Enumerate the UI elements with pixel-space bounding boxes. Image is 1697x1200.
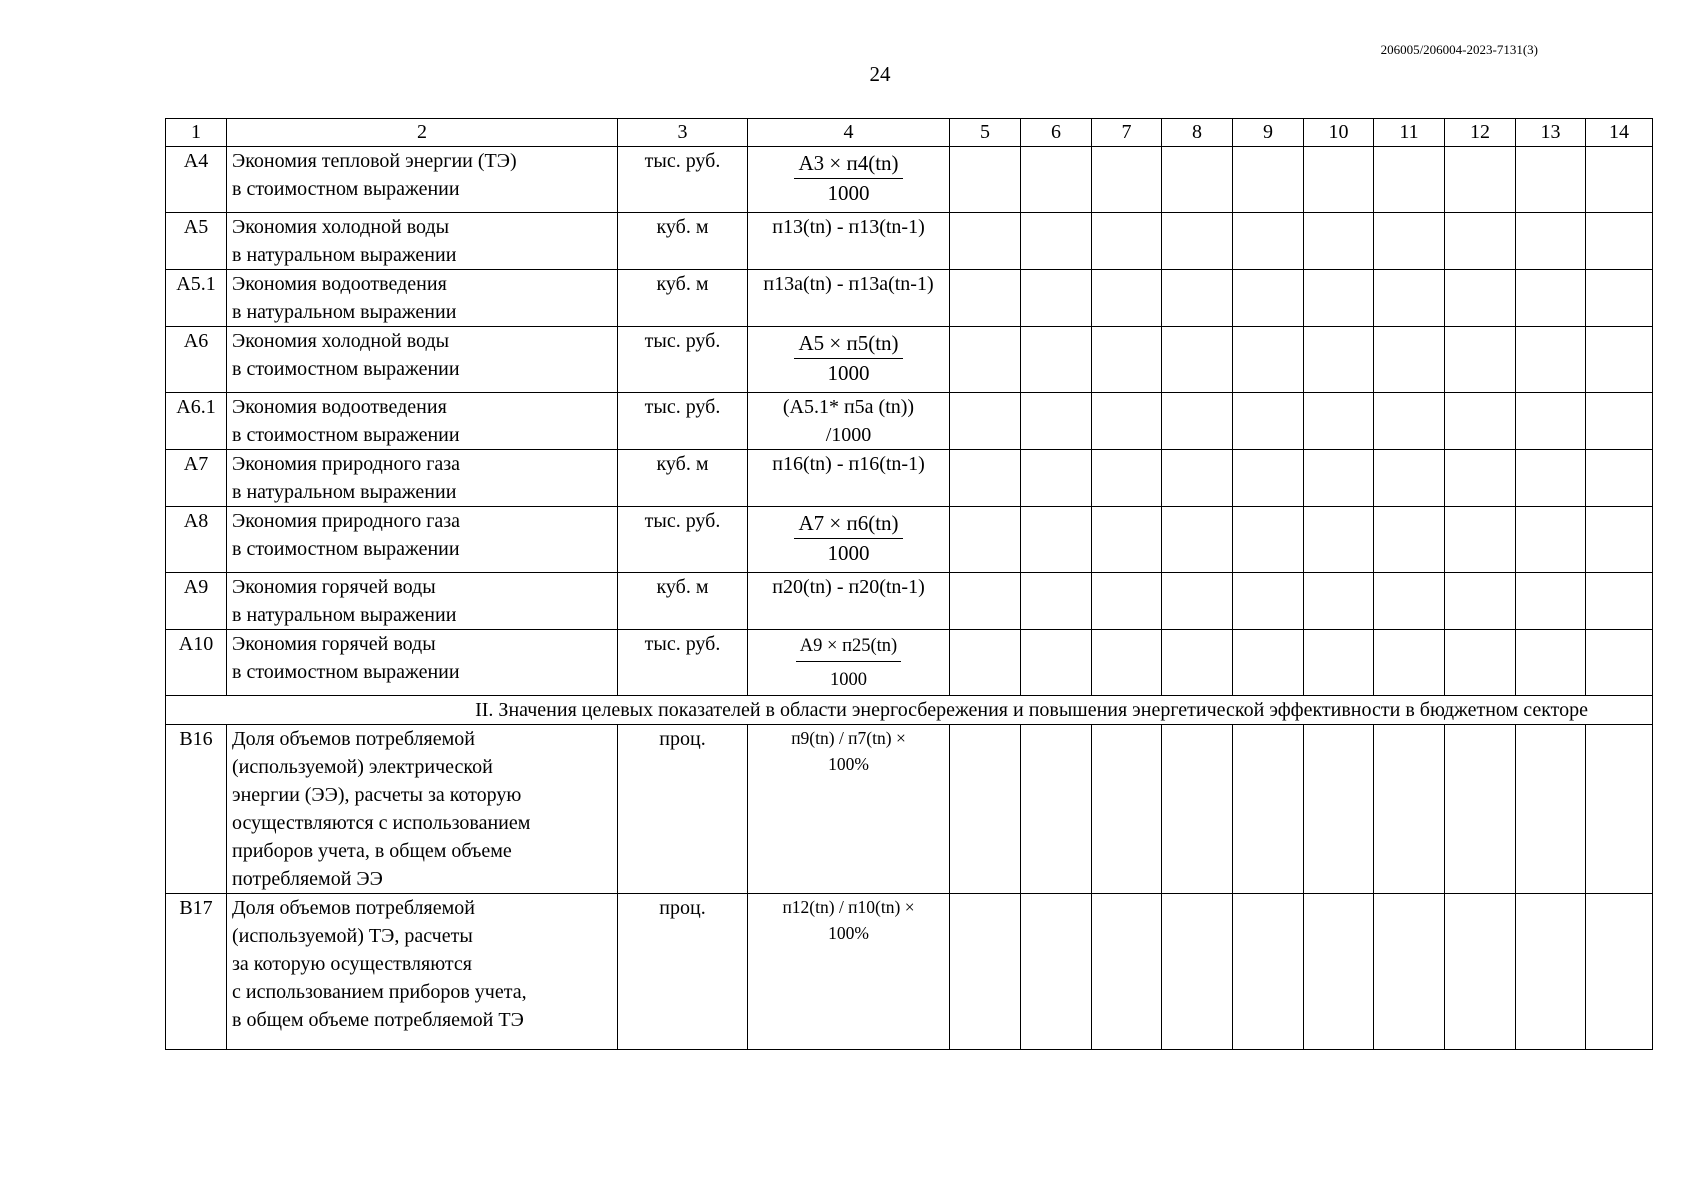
table-row <box>166 894 1653 1050</box>
empty-cell-col-5 <box>950 450 1021 507</box>
row-name-line: в стоимостном выражении <box>232 538 460 560</box>
section-header-row <box>166 696 1653 725</box>
empty-cell-col-6 <box>1021 573 1092 630</box>
row-name-line: в стоимостном выражении <box>232 358 460 380</box>
row-formula <box>748 213 950 270</box>
row-name-line: за которую осуществляются <box>232 953 472 975</box>
empty-cell-col-10 <box>1304 147 1374 213</box>
row-name-line: Экономия природного газа <box>232 510 461 532</box>
row-name-line: Экономия водоотведения <box>232 396 447 418</box>
formula-denominator: 1000 <box>827 181 870 205</box>
row-name-line: в стоимостном выражении <box>232 661 460 683</box>
row-formula <box>748 630 950 696</box>
row-unit: тыс. руб. <box>618 507 748 573</box>
column-header: 4 <box>748 119 950 147</box>
row-code: А9 <box>166 573 227 630</box>
empty-cell-col-7 <box>1092 894 1162 1050</box>
row-name-line: Экономия горячей воды <box>232 576 436 598</box>
empty-cell-col-14 <box>1586 393 1653 450</box>
empty-cell-col-9 <box>1233 507 1304 573</box>
row-name-line: Экономия холодной воды <box>232 216 450 238</box>
empty-cell-col-10 <box>1304 894 1374 1050</box>
row-code: А5 <box>166 213 227 270</box>
empty-cell-col-12 <box>1445 450 1516 507</box>
empty-cell-col-13 <box>1516 573 1586 630</box>
empty-cell-col-5 <box>950 894 1021 1050</box>
formula-line: 100% <box>828 754 869 774</box>
row-code: А8 <box>166 507 227 573</box>
page-number: 24 <box>869 62 891 86</box>
indicators-table <box>165 118 1653 1050</box>
section-title: II. Значения целевых показателей в области энергосбережения и повышения энергетической эффективности в бюджетном секторе <box>166 696 1653 725</box>
row-code: А5.1 <box>166 270 227 327</box>
empty-cell-col-14 <box>1586 725 1653 894</box>
empty-cell-col-12 <box>1445 213 1516 270</box>
column-header: 8 <box>1162 119 1233 147</box>
row-name-line: приборов учета, в общем объеме <box>232 840 512 862</box>
row-name-line: Экономия водоотведения <box>232 273 447 295</box>
formula-text: п16(tn) - п16(tn-1) <box>772 453 925 475</box>
empty-cell-col-14 <box>1586 147 1653 213</box>
empty-cell-col-13 <box>1516 507 1586 573</box>
empty-cell-col-7 <box>1092 213 1162 270</box>
row-name-line: в натуральном выражении <box>232 481 457 503</box>
empty-cell-col-7 <box>1092 270 1162 327</box>
empty-cell-col-9 <box>1233 450 1304 507</box>
row-name-line: Экономия тепловой энергии (ТЭ) <box>232 150 517 172</box>
row-name-line: в натуральном выражении <box>232 604 457 626</box>
empty-cell-col-13 <box>1516 450 1586 507</box>
empty-cell-col-10 <box>1304 270 1374 327</box>
row-name <box>227 393 618 450</box>
row-name <box>227 573 618 630</box>
empty-cell-col-7 <box>1092 725 1162 894</box>
row-code: А7 <box>166 450 227 507</box>
empty-cell-col-8 <box>1162 894 1233 1050</box>
empty-cell-col-8 <box>1162 213 1233 270</box>
row-name-line: Доля объемов потребляемой <box>232 728 475 750</box>
empty-cell-col-12 <box>1445 630 1516 696</box>
empty-cell-col-7 <box>1092 327 1162 393</box>
empty-cell-col-12 <box>1445 573 1516 630</box>
empty-cell-col-12 <box>1445 147 1516 213</box>
empty-cell-col-11 <box>1374 327 1445 393</box>
row-name-line: (используемой) ТЭ, расчеты <box>232 925 473 947</box>
empty-cell-col-12 <box>1445 894 1516 1050</box>
empty-cell-col-9 <box>1233 725 1304 894</box>
table-row <box>166 327 1653 393</box>
empty-cell-col-6 <box>1021 270 1092 327</box>
row-name <box>227 147 618 213</box>
empty-cell-col-14 <box>1586 507 1653 573</box>
row-unit: тыс. руб. <box>618 630 748 696</box>
formula-text: п13(tn) - п13(tn-1) <box>772 216 925 238</box>
empty-cell-col-11 <box>1374 450 1445 507</box>
column-header: 12 <box>1445 119 1516 147</box>
empty-cell-col-11 <box>1374 630 1445 696</box>
column-header: 11 <box>1374 119 1445 147</box>
empty-cell-col-14 <box>1586 327 1653 393</box>
row-name-line: в стоимостном выражении <box>232 178 460 200</box>
row-formula <box>748 147 950 213</box>
formula-denominator: 1000 <box>827 541 870 565</box>
empty-cell-col-10 <box>1304 327 1374 393</box>
empty-cell-col-5 <box>950 213 1021 270</box>
empty-cell-col-10 <box>1304 630 1374 696</box>
empty-cell-col-9 <box>1233 573 1304 630</box>
empty-cell-col-11 <box>1374 507 1445 573</box>
column-header: 7 <box>1092 119 1162 147</box>
empty-cell-col-10 <box>1304 450 1374 507</box>
row-name-line: осуществляются с использованием <box>232 812 531 834</box>
row-formula <box>748 450 950 507</box>
column-header: 9 <box>1233 119 1304 147</box>
row-code: А6 <box>166 327 227 393</box>
empty-cell-col-6 <box>1021 327 1092 393</box>
table-row <box>166 147 1653 213</box>
row-unit: тыс. руб. <box>618 393 748 450</box>
empty-cell-col-10 <box>1304 725 1374 894</box>
empty-cell-col-11 <box>1374 270 1445 327</box>
empty-cell-col-7 <box>1092 573 1162 630</box>
column-header: 10 <box>1304 119 1374 147</box>
empty-cell-col-13 <box>1516 213 1586 270</box>
row-name <box>227 270 618 327</box>
empty-cell-col-6 <box>1021 630 1092 696</box>
row-name-line: (используемой) электрической <box>232 756 493 778</box>
formula-numerator: А9 × п25(tn) <box>796 630 901 662</box>
row-name-line: Экономия холодной воды <box>232 330 450 352</box>
empty-cell-col-13 <box>1516 630 1586 696</box>
empty-cell-col-10 <box>1304 507 1374 573</box>
empty-cell-col-5 <box>950 327 1021 393</box>
empty-cell-col-9 <box>1233 894 1304 1050</box>
empty-cell-col-9 <box>1233 270 1304 327</box>
empty-cell-col-7 <box>1092 630 1162 696</box>
row-code: А4 <box>166 147 227 213</box>
empty-cell-col-10 <box>1304 393 1374 450</box>
row-name <box>227 213 618 270</box>
empty-cell-col-12 <box>1445 507 1516 573</box>
row-name-line: в стоимостном выражении <box>232 424 460 446</box>
empty-cell-col-12 <box>1445 393 1516 450</box>
row-formula <box>748 507 950 573</box>
table-row <box>166 213 1653 270</box>
column-header: 1 <box>166 119 227 147</box>
formula-line: п12(tn) / п10(tn) × <box>782 897 915 917</box>
empty-cell-col-5 <box>950 270 1021 327</box>
row-unit: куб. м <box>618 213 748 270</box>
formula-fraction <box>794 147 902 207</box>
empty-cell-col-5 <box>950 507 1021 573</box>
empty-cell-col-8 <box>1162 630 1233 696</box>
table-row <box>166 270 1653 327</box>
row-formula <box>748 327 950 393</box>
empty-cell-col-5 <box>950 393 1021 450</box>
empty-cell-col-13 <box>1516 894 1586 1050</box>
column-header: 5 <box>950 119 1021 147</box>
formula-fraction <box>796 630 901 694</box>
empty-cell-col-11 <box>1374 393 1445 450</box>
table-row <box>166 507 1653 573</box>
empty-cell-col-6 <box>1021 393 1092 450</box>
row-formula <box>748 894 950 1050</box>
formula-numerator: А7 × п6(tn) <box>794 507 902 539</box>
empty-cell-col-14 <box>1586 894 1653 1050</box>
empty-cell-col-5 <box>950 573 1021 630</box>
column-header: 6 <box>1021 119 1092 147</box>
empty-cell-col-6 <box>1021 507 1092 573</box>
formula-line: п9(tn) / п7(tn) × <box>791 728 906 748</box>
row-name <box>227 450 618 507</box>
row-name-line: энергии (ЭЭ), расчеты за которую <box>232 784 522 806</box>
formula-fraction <box>794 327 902 387</box>
empty-cell-col-9 <box>1233 327 1304 393</box>
formula-denominator: 1000 <box>830 670 867 690</box>
row-name-line: Доля объемов потребляемой <box>232 897 475 919</box>
row-name-line: потребляемой ЭЭ <box>232 868 383 890</box>
empty-cell-col-5 <box>950 147 1021 213</box>
formula-numerator: А3 × п4(tn) <box>794 147 902 179</box>
table-row <box>166 630 1653 696</box>
empty-cell-col-13 <box>1516 393 1586 450</box>
empty-cell-col-9 <box>1233 147 1304 213</box>
document-id: 206005/206004-2023-7131(3) <box>1380 42 1538 57</box>
row-formula <box>748 393 950 450</box>
row-formula <box>748 270 950 327</box>
table-row <box>166 725 1653 894</box>
formula-line: 100% <box>828 923 869 943</box>
empty-cell-col-6 <box>1021 725 1092 894</box>
formula-numerator: А5 × п5(tn) <box>794 327 902 359</box>
empty-cell-col-12 <box>1445 327 1516 393</box>
empty-cell-col-14 <box>1586 450 1653 507</box>
empty-cell-col-9 <box>1233 630 1304 696</box>
empty-cell-col-14 <box>1586 213 1653 270</box>
formula-text: п20(tn) - п20(tn-1) <box>772 576 925 598</box>
formula-denominator: 1000 <box>827 361 870 385</box>
row-formula <box>748 725 950 894</box>
empty-cell-col-8 <box>1162 725 1233 894</box>
row-name-line: в натуральном выражении <box>232 244 457 266</box>
row-unit: проц. <box>618 725 748 894</box>
empty-cell-col-11 <box>1374 147 1445 213</box>
empty-cell-col-8 <box>1162 573 1233 630</box>
empty-cell-col-6 <box>1021 213 1092 270</box>
row-unit: куб. м <box>618 270 748 327</box>
empty-cell-col-8 <box>1162 327 1233 393</box>
empty-cell-col-12 <box>1445 725 1516 894</box>
empty-cell-col-8 <box>1162 147 1233 213</box>
empty-cell-col-14 <box>1586 573 1653 630</box>
column-header: 3 <box>618 119 748 147</box>
row-code: В16 <box>166 725 227 894</box>
formula-text: п13а(tn) - п13а(tn-1) <box>763 273 934 295</box>
row-name-line: с использованием приборов учета, <box>232 981 527 1003</box>
empty-cell-col-12 <box>1445 270 1516 327</box>
empty-cell-col-6 <box>1021 147 1092 213</box>
empty-cell-col-5 <box>950 725 1021 894</box>
row-unit: тыс. руб. <box>618 327 748 393</box>
row-unit: тыс. руб. <box>618 147 748 213</box>
empty-cell-col-8 <box>1162 393 1233 450</box>
column-number-row <box>166 119 1653 147</box>
formula-line: /1000 <box>825 424 872 446</box>
empty-cell-col-13 <box>1516 327 1586 393</box>
empty-cell-col-10 <box>1304 213 1374 270</box>
row-name <box>227 507 618 573</box>
empty-cell-col-7 <box>1092 507 1162 573</box>
empty-cell-col-9 <box>1233 393 1304 450</box>
empty-cell-col-11 <box>1374 213 1445 270</box>
row-unit: проц. <box>618 894 748 1050</box>
table-row <box>166 450 1653 507</box>
row-code: А6.1 <box>166 393 227 450</box>
empty-cell-col-9 <box>1233 213 1304 270</box>
row-code: А10 <box>166 630 227 696</box>
formula-line: (А5.1* п5а (tn)) <box>782 396 915 418</box>
empty-cell-col-8 <box>1162 507 1233 573</box>
empty-cell-col-8 <box>1162 270 1233 327</box>
row-name-line: в общем объеме потребляемой ТЭ <box>232 1009 524 1031</box>
empty-cell-col-5 <box>950 630 1021 696</box>
empty-cell-col-13 <box>1516 725 1586 894</box>
empty-cell-col-7 <box>1092 393 1162 450</box>
row-name-line: в натуральном выражении <box>232 301 457 323</box>
row-formula <box>748 573 950 630</box>
empty-cell-col-7 <box>1092 147 1162 213</box>
empty-cell-col-10 <box>1304 573 1374 630</box>
row-name <box>227 894 618 1050</box>
empty-cell-col-14 <box>1586 630 1653 696</box>
empty-cell-col-11 <box>1374 725 1445 894</box>
row-name <box>227 327 618 393</box>
column-header: 2 <box>227 119 618 147</box>
empty-cell-col-14 <box>1586 270 1653 327</box>
empty-cell-col-13 <box>1516 147 1586 213</box>
empty-cell-col-8 <box>1162 450 1233 507</box>
row-unit: куб. м <box>618 573 748 630</box>
column-header: 14 <box>1586 119 1653 147</box>
row-name-line: Экономия горячей воды <box>232 633 436 655</box>
row-name <box>227 725 618 894</box>
empty-cell-col-11 <box>1374 573 1445 630</box>
row-name <box>227 630 618 696</box>
formula-fraction <box>794 507 902 567</box>
empty-cell-col-6 <box>1021 894 1092 1050</box>
row-name-line: Экономия природного газа <box>232 453 461 475</box>
empty-cell-col-7 <box>1092 450 1162 507</box>
table-row <box>166 393 1653 450</box>
row-unit: куб. м <box>618 450 748 507</box>
empty-cell-col-13 <box>1516 270 1586 327</box>
column-header: 13 <box>1516 119 1586 147</box>
table-row <box>166 573 1653 630</box>
empty-cell-col-11 <box>1374 894 1445 1050</box>
row-code: В17 <box>166 894 227 1050</box>
empty-cell-col-6 <box>1021 450 1092 507</box>
